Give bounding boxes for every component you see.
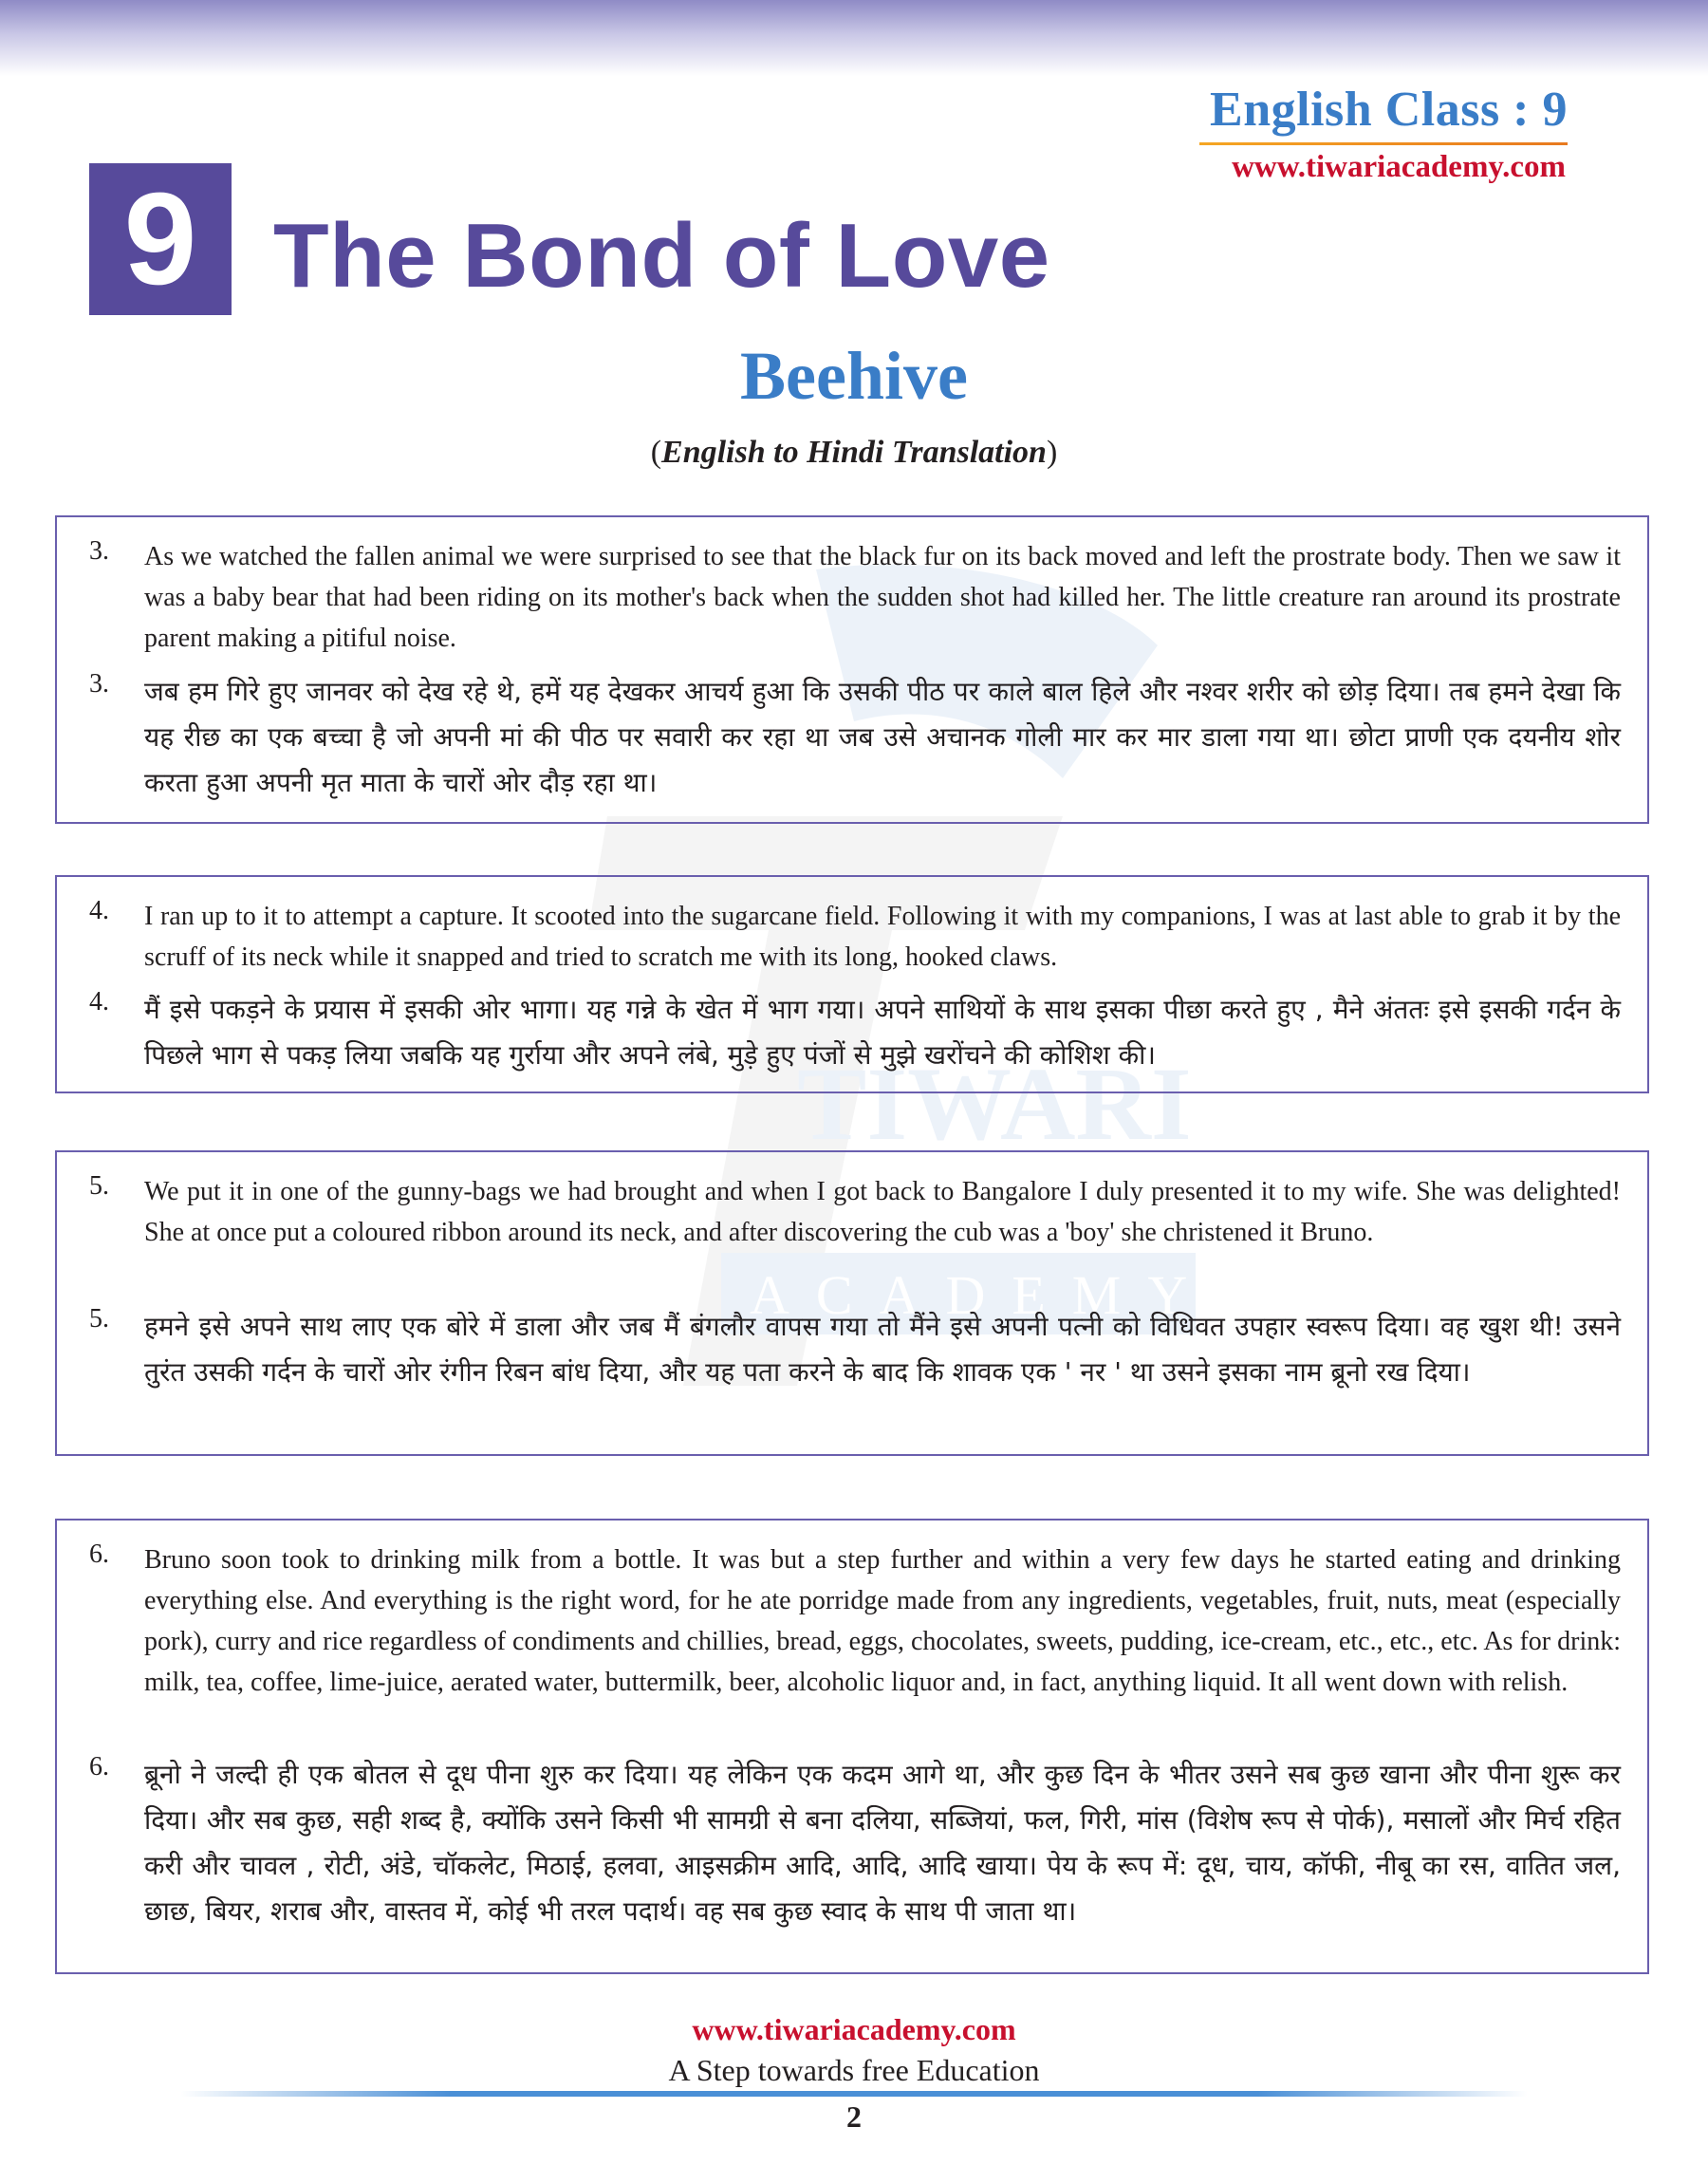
hindi-paragraph xyxy=(89,1752,1621,1934)
hindi-text: जब हम गिरे हुए जानवर को देख रहे थे, हमें यह देखकर आचर्य हुआ कि उसकी पीठ पर काले बाल हिले और नश्वर शरीर को छोड़ दिया। तब हमने देखा कि यह रीछ का एक बच्चा है जो अपनी मां की पीठ पर सवारी कर रहा था जब उसे अचानक गोली मार कर मार डाला गया था। छोटा प्राणी एक दयनीय शोर करता हुआ अपनी मृत माता के चारों ओर दौड़ रहा था। xyxy=(144,676,1621,798)
paragraph-number: 6. xyxy=(89,1752,109,1782)
footer-website-link[interactable]: www.tiwariacademy.com xyxy=(692,2012,1016,2046)
english-paragraph xyxy=(89,1171,1621,1253)
translation-subtitle: (English to Hindi Translation) xyxy=(650,435,1058,470)
page-number: 2 xyxy=(846,2099,862,2134)
brand-underline xyxy=(1199,142,1568,145)
book-name: Beehive xyxy=(740,338,968,414)
paragraph-number: 5. xyxy=(89,1171,109,1201)
passage-box-6 xyxy=(55,1519,1649,1974)
paragraph-number: 3. xyxy=(89,669,109,699)
hindi-paragraph xyxy=(89,987,1621,1078)
paragraph-number: 6. xyxy=(89,1539,109,1569)
footer-tagline: A Step towards free Education xyxy=(668,2053,1040,2087)
top-gradient-band xyxy=(0,0,1708,76)
paragraph-number: 3. xyxy=(89,536,109,566)
chapter-title: The Bond of Love xyxy=(273,205,1050,307)
passage-box-5 xyxy=(55,1150,1649,1456)
english-text: Bruno soon took to drinking milk from a bottle. It was but a step further and within a very few days he started eating and drinking everything else. And everything is the right word, for he ate porridge made from any ingredients, vegetables, fruit, nuts, meat (especially pork), curry and rice regardless of condiments and chillies, bread, eggs, chocolates, sweets, pudding, ice-cream, etc., etc., etc. As for drink: milk, tea, coffee, lime-juice, aerated water, buttermilk, beer, alcoholic liquor and, in fact, anything liquid. It all went down with relish. xyxy=(144,1545,1621,1697)
brand-class-title: English Class : 9 xyxy=(1210,83,1568,137)
watermark-brand: TIWARI xyxy=(797,1046,1192,1162)
english-text: We put it in one of the gunny-bags we had brought and when I got back to Bangalore I duly presented it to my wife. She was delighted! She at once put a coloured ribbon around its neck, and after discovering the cub was a 'boy' she christened it Bruno. xyxy=(144,1177,1621,1247)
english-paragraph xyxy=(89,1539,1621,1703)
chapter-number-badge: 9 xyxy=(89,163,232,315)
hindi-text: मैं इसे पकड़ने के प्रयास में इसकी ओर भागा। यह गन्ने के खेत में भाग गया। अपने साथियों के साथ इसका पीछा करते हुए , मैने अंततः इसे इसकी गर्दन के पिछले भाग से पकड़ लिया जबकि यह गुर्राया और अपने लंबे, मुड़े हुए पंजों से मुझे खरोंचने की कोशिश की। xyxy=(144,994,1621,1071)
hindi-text: हमने इसे अपने साथ लाए एक बोरे में डाला और जब मैं बंगलौर वापस गया तो मैंने इसे अपनी पत्नी को विधिवत उपहार स्वरूप दिया। वह खुश थी! उसने तुरंत उसकी गर्दन के चारों ओर रंगीन रिबन बांध दिया, और यह पता करने के बाद कि शावक एक ' नर ' था उसने इसका नाम ब्रूनो रख दिया। xyxy=(144,1311,1621,1388)
passage-box-3 xyxy=(55,515,1649,824)
hindi-text: ब्रूनो ने जल्दी ही एक बोतल से दूध पीना शुरु कर दिया। यह लेकिन एक कदम आगे था, और कुछ दिन के भीतर उसने सब कुछ खाना और पीना शुरू कर दिया। और सब कुछ, सही शब्द है, क्योंकि उसने किसी भी सामग्री से बना दलिया, सब्जियां, फल, गिरी, मांस (विशेष रूप से पोर्क), मसालों और मिर्च रहित करी और चावल , रोटी, अंडे, चॉकलेट, मिठाई, हलवा, आइसक्रीम आदि, आदि, आदि खाया। पेय के रूप में: दूध, चाय, कॉफी, नीबू का रस, वातित जल, छाछ, बियर, शराब और, वास्तव में, कोई भी तरल पदार्थ। वह सब कुछ स्वाद के साथ पी जाता था। xyxy=(144,1759,1621,1927)
english-paragraph xyxy=(89,536,1621,659)
english-paragraph xyxy=(89,896,1621,978)
hindi-paragraph xyxy=(89,1304,1621,1395)
paragraph-number: 5. xyxy=(89,1304,109,1334)
paragraph-number: 4. xyxy=(89,896,109,925)
footer-divider xyxy=(180,2091,1528,2097)
passage-box-4 xyxy=(55,875,1649,1093)
paragraph-number: 4. xyxy=(89,987,109,1017)
brand-website-link[interactable]: www.tiwariacademy.com xyxy=(1232,150,1566,184)
english-text: I ran up to it to attempt a capture. It scooted into the sugarcane field. Following it with my companions, I was at last able to grab it by the scruff of its neck while it snapped and tried to scratch me with its long, hooked claws. xyxy=(144,902,1621,972)
watermark-sub: ACADEMY xyxy=(750,1264,1215,1326)
hindi-paragraph xyxy=(89,669,1621,806)
english-text: As we watched the fallen animal we were surprised to see that the black fur on its back moved and left the prostrate body. Then we saw it was a baby bear that had been riding on its mother's back when the sudden shot had killed her. The little creature ran around its prostrate parent making a pitiful noise. xyxy=(144,542,1621,653)
